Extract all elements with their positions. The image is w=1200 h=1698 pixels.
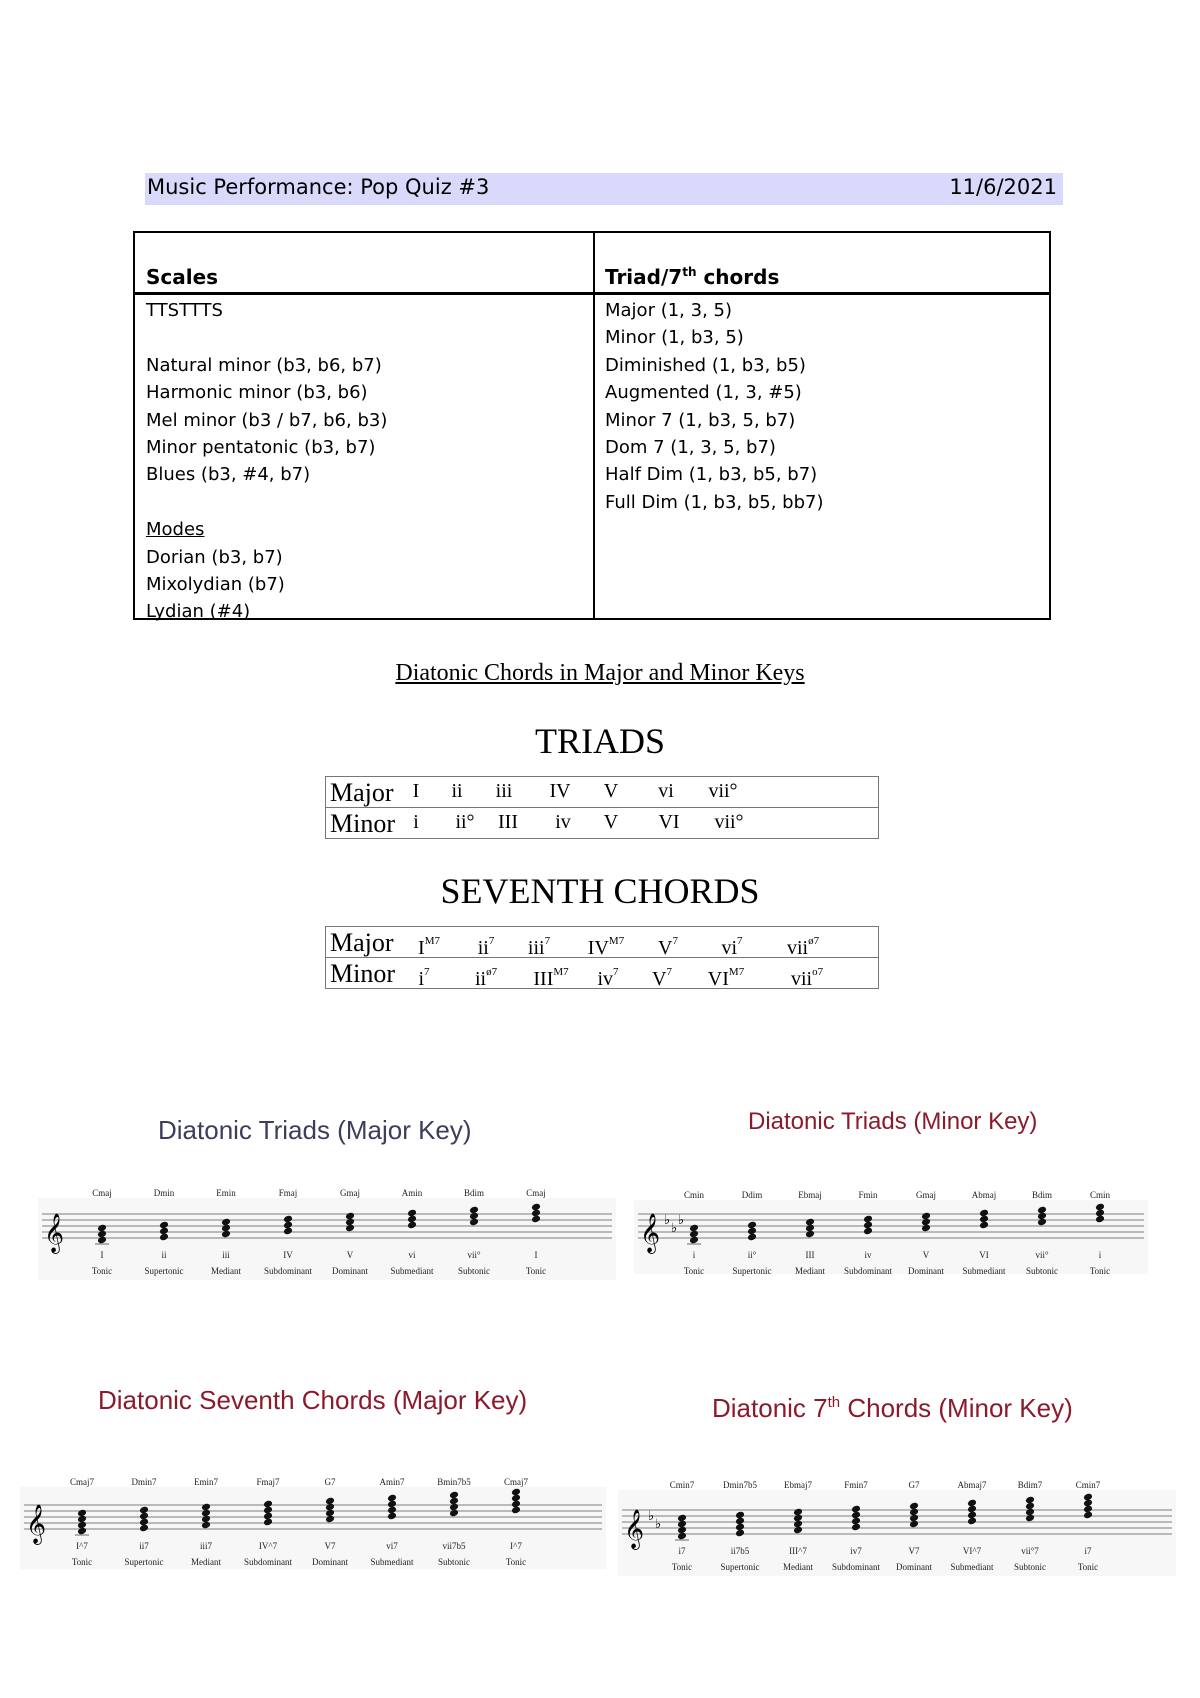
chord-function: Submediant [950,1562,994,1572]
chord-function: Mediant [191,1557,221,1567]
chord-function: Mediant [795,1266,825,1276]
diatonic-chords-title: Diatonic Chords in Major and Minor Keys [395,660,805,686]
header-divider [135,292,1049,295]
numeral: $vi^7$ [721,935,743,959]
flat-icon: ♭ [678,1213,685,1228]
chord-name: Gmaj [340,1188,360,1198]
roman-numeral: i7 [678,1546,686,1556]
staff-svg [20,1477,606,1569]
numeral: iii [495,780,513,802]
numeral: $V^7$ [658,935,678,959]
chord-item: Diminished (1, b3, b5) [605,354,806,376]
roman-numeral: III [805,1250,815,1260]
note-head [97,1224,107,1233]
chord-name: Amin [401,1188,423,1198]
triads-minor-row [326,807,878,838]
chords-heading: Triad/7th chords [605,265,780,289]
chord-function: Subtonic [457,1266,491,1276]
chord-function: Tonic [525,1266,547,1276]
numeral: $iv^7$ [597,966,619,990]
chord-name: G7 [908,1480,920,1490]
scale-item: Harmonic minor (b3, b6) [146,382,368,404]
roman-numeral: I [100,1250,104,1260]
chord-name: Cmin7 [1075,1480,1101,1490]
chord-function: Tonic [1077,1562,1099,1572]
chord-name: Cmaj [526,1188,546,1198]
quiz-title: Music Performance: Pop Quiz #3 [147,175,490,199]
chord-name: Cmaj7 [504,1477,528,1487]
chord-item: Full Dim (1, b3, b5, bb7) [605,491,824,513]
note-head [1037,1206,1047,1215]
chord-name: Fmin7 [844,1480,868,1490]
chord-function: Subtonic [1025,1266,1059,1276]
staff-svg [634,1190,1148,1274]
scale-item: Dorian (b3, b7) [146,546,283,568]
chord-function: Dominant [908,1266,944,1276]
scale-item: Mixolydian (b7) [146,573,285,595]
roman-numeral: I^7 [76,1541,88,1551]
roman-numeral: vii7b5 [442,1541,466,1551]
note-head [449,1491,459,1500]
roman-numeral: iii7 [199,1541,213,1551]
roman-numeral: I^7 [510,1541,522,1551]
chord-function: Mediant [211,1266,241,1276]
chord-name: Cmaj [92,1188,112,1198]
note-head [979,1209,989,1218]
triads-major-key-title: Diatonic Triads (Major Key) [158,1115,472,1145]
numeral: III [498,811,518,833]
numeral: ii [451,780,463,802]
note-head [735,1511,745,1520]
chord-name: Cmin7 [669,1480,695,1490]
chord-name: Ebmaj7 [784,1480,812,1490]
chord-name: Bdim7 [1017,1480,1043,1490]
chord-name: Cmaj7 [70,1477,94,1487]
chord-function: Supertonic [732,1266,772,1276]
chord-function: Supertonic [144,1266,184,1276]
chord-name: Gmaj [916,1190,936,1200]
roman-numeral: IV^7 [258,1541,278,1551]
note-head [863,1215,873,1224]
chord-name: Emin7 [194,1477,218,1487]
scale-item: Minor pentatonic (b3, b7) [146,436,376,458]
note-head [851,1505,861,1514]
scale-item: Lydian (#4) [146,601,251,623]
roman-numeral: i [1098,1250,1102,1260]
chord-function: Submediant [962,1266,1006,1276]
treble-clef-icon: 𝄞 [640,1213,661,1253]
numeral: $ii^7$ [477,935,495,959]
note-head [1095,1203,1105,1212]
modes-heading: Modes [146,519,205,541]
quiz-date: 11/6/2021 [949,175,1057,199]
chord-function: Tonic [91,1266,113,1276]
flat-icon: ♭ [655,1517,662,1532]
scale-item: TTSTTTS [146,300,223,321]
chord-item: Minor 7 (1, b3, 5, b7) [605,409,796,431]
chord-function: Subdominant [243,1557,293,1567]
roman-numeral: iii [222,1250,230,1260]
numeral: $ii^{ø7}$ [474,966,498,990]
numeral: vii° [708,780,738,802]
sevenths-major-key-title: Diatonic Seventh Chords (Major Key) [98,1385,528,1415]
chord-function: Dominant [896,1562,932,1572]
numeral: $IV^{M7}$ [587,935,625,959]
chord-function: Subtonic [1013,1562,1047,1572]
note-head [531,1203,541,1212]
numeral: I [412,780,420,802]
roman-numeral: vii° [1035,1250,1049,1260]
staff-triads-major [38,1188,616,1280]
numeral: vii$^{o7}$ [790,966,824,990]
sevenths-minor-key-title: Diatonic 7th Chords (Minor Key) [712,1393,1073,1423]
roman-numeral: III^7 [789,1546,807,1556]
seventh-chords-title: SEVENTH CHORDS [440,871,760,911]
chord-name: Emin [216,1188,236,1198]
roman-numeral: V [346,1250,354,1260]
chord-function: Submediant [390,1266,434,1276]
chord-name: Cmin [683,1190,705,1200]
chord-name: Dmin7 [131,1477,157,1487]
chord-function: Tonic [1089,1266,1111,1276]
triads-minor-key-title: Diatonic Triads (Minor Key) [748,1108,1038,1135]
roman-numeral: IV [283,1250,293,1260]
roman-numeral: vi [408,1250,416,1260]
flat-icon: ♭ [671,1221,678,1236]
chord-item: Augmented (1, 3, #5) [605,382,802,404]
numeral: i [413,811,419,833]
numeral: ii° [455,811,475,833]
note-head [511,1488,521,1497]
sevenths-major-row [326,927,878,957]
numeral: $I^{M7}$ [418,935,440,959]
numeral: $III^{M7}$ [533,966,569,990]
note-head [159,1221,169,1230]
roman-numeral: VI [979,1250,989,1260]
numeral: VI [658,811,680,833]
chord-name: G7 [324,1477,336,1487]
triads-major-row [326,777,878,807]
note-head [325,1497,335,1506]
chord-function: Subdominant [263,1266,313,1276]
roman-numeral: I [534,1250,538,1260]
chord-function: Tonic [71,1557,93,1567]
row-label-minor: Minor [330,809,395,838]
note-head [793,1508,803,1517]
chord-function: Tonic [671,1562,693,1572]
roman-numeral: vi7 [386,1541,398,1551]
numeral: $V^7$ [652,966,672,990]
roman-numeral: VI^7 [962,1546,982,1556]
staff-sevenths-minor [618,1480,1176,1576]
roman-numeral: i7 [1084,1546,1092,1556]
chord-item: Minor (1, b3, 5) [605,327,744,349]
treble-clef-icon: 𝄞 [624,1509,645,1549]
numeral: IV [549,780,571,802]
chord-name: Ddim [741,1190,763,1200]
note-head [77,1509,87,1518]
flat-icon: ♭ [648,1509,655,1524]
chord-name: Cmin [1089,1190,1111,1200]
staff-triads-minor [634,1190,1148,1274]
note-head [747,1221,757,1230]
chord-function: Submediant [370,1557,414,1567]
scales-heading: Scales [146,265,219,289]
numeral: $i^7$ [418,966,430,990]
numeral: iii$^7$ [527,935,551,959]
chord-function: Supertonic [720,1562,760,1572]
note-head [689,1224,699,1233]
roman-numeral: ii° [747,1250,757,1260]
chord-function: Subdominant [843,1266,893,1276]
note-head [967,1499,977,1508]
note-head [201,1503,211,1512]
chord-name: Amin7 [379,1477,405,1487]
note-head [407,1209,417,1218]
numeral: $VI^{M7}$ [707,966,745,990]
chord-item: Major (1, 3, 5) [605,300,732,321]
scales-list [146,297,387,626]
note-head [469,1206,479,1215]
note-head [283,1215,293,1224]
note-head [221,1218,231,1227]
row-label-major: Major [330,778,394,807]
chord-name: Fmaj7 [256,1477,280,1487]
chord-function: Supertonic [124,1557,164,1567]
flat-icon: ♭ [664,1213,671,1228]
numeral: V [603,811,619,833]
chord-item: Dom 7 (1, 3, 5, b7) [605,436,776,458]
triads-title: TRIADS [534,721,665,761]
chord-function: Subdominant [831,1562,881,1572]
treble-clef-icon: 𝄞 [44,1213,65,1253]
sevenths-minor-row [326,957,878,988]
chord-function: Tonic [683,1266,705,1276]
column-divider [593,233,595,618]
note-head [805,1218,815,1227]
staff-sevenths-major [20,1477,606,1569]
chord-name: Abmaj [971,1190,997,1200]
chord-name: Fmin [858,1190,878,1200]
chord-function: Tonic [505,1557,527,1567]
chord-function: Subtonic [437,1557,471,1567]
sevenths-table [325,926,879,989]
chord-function: Dominant [312,1557,348,1567]
chord-function: Dominant [332,1266,368,1276]
numeral: vii° [714,811,744,833]
numeral: vi [658,780,674,802]
numeral: iv [555,811,571,833]
chord-name: Abmaj7 [957,1480,987,1490]
row-label-major: Major [330,928,394,957]
roman-numeral: i [692,1250,696,1260]
note-head [345,1212,355,1221]
note-head [677,1514,687,1523]
chord-name: Dmin [153,1188,175,1198]
roman-numeral: V [922,1250,930,1260]
scale-item [146,324,387,351]
note-head [139,1506,149,1515]
scale-item: Mel minor (b3 / b7, b6, b3) [146,409,388,431]
note-head [921,1212,931,1221]
quiz-header [145,173,1063,205]
numeral: V [603,780,619,802]
chord-name: Ebmaj [798,1190,822,1200]
roman-numeral: vii°7 [1021,1546,1039,1556]
scales-chords-table [133,231,1051,623]
roman-numeral: ii7 [139,1541,149,1551]
chord-name: Bdim [1031,1190,1053,1200]
roman-numeral: ii [161,1250,167,1260]
roman-numeral: vii° [467,1250,481,1260]
roman-numeral: V7 [908,1546,920,1556]
note-head [263,1500,273,1509]
chords-list [605,297,824,516]
roman-numeral: iv [864,1250,872,1260]
roman-numeral: ii7b5 [730,1546,750,1556]
note-head [387,1494,397,1503]
chord-function: Mediant [783,1562,813,1572]
roman-numeral: iv7 [850,1546,862,1556]
note-head [909,1502,919,1511]
scale-item: Blues (b3, #4, b7) [146,464,311,486]
chord-name: Dmin7b5 [722,1480,758,1490]
chord-name: Fmaj [278,1188,298,1198]
scale-item: Natural minor (b3, b6, b7) [146,354,382,376]
treble-clef-icon: 𝄞 [26,1504,47,1544]
chord-name: Bmin7b5 [437,1477,471,1487]
note-head [1083,1493,1093,1502]
row-label-minor: Minor [330,959,395,988]
chord-item: Half Dim (1, b3, b5, b7) [605,464,818,486]
triads-table [325,776,879,839]
chord-name: Bdim [463,1188,485,1198]
note-head [1025,1496,1035,1505]
numeral: vii$^{ø7}$ [786,935,820,959]
roman-numeral: V7 [324,1541,336,1551]
scale-item [146,489,387,516]
